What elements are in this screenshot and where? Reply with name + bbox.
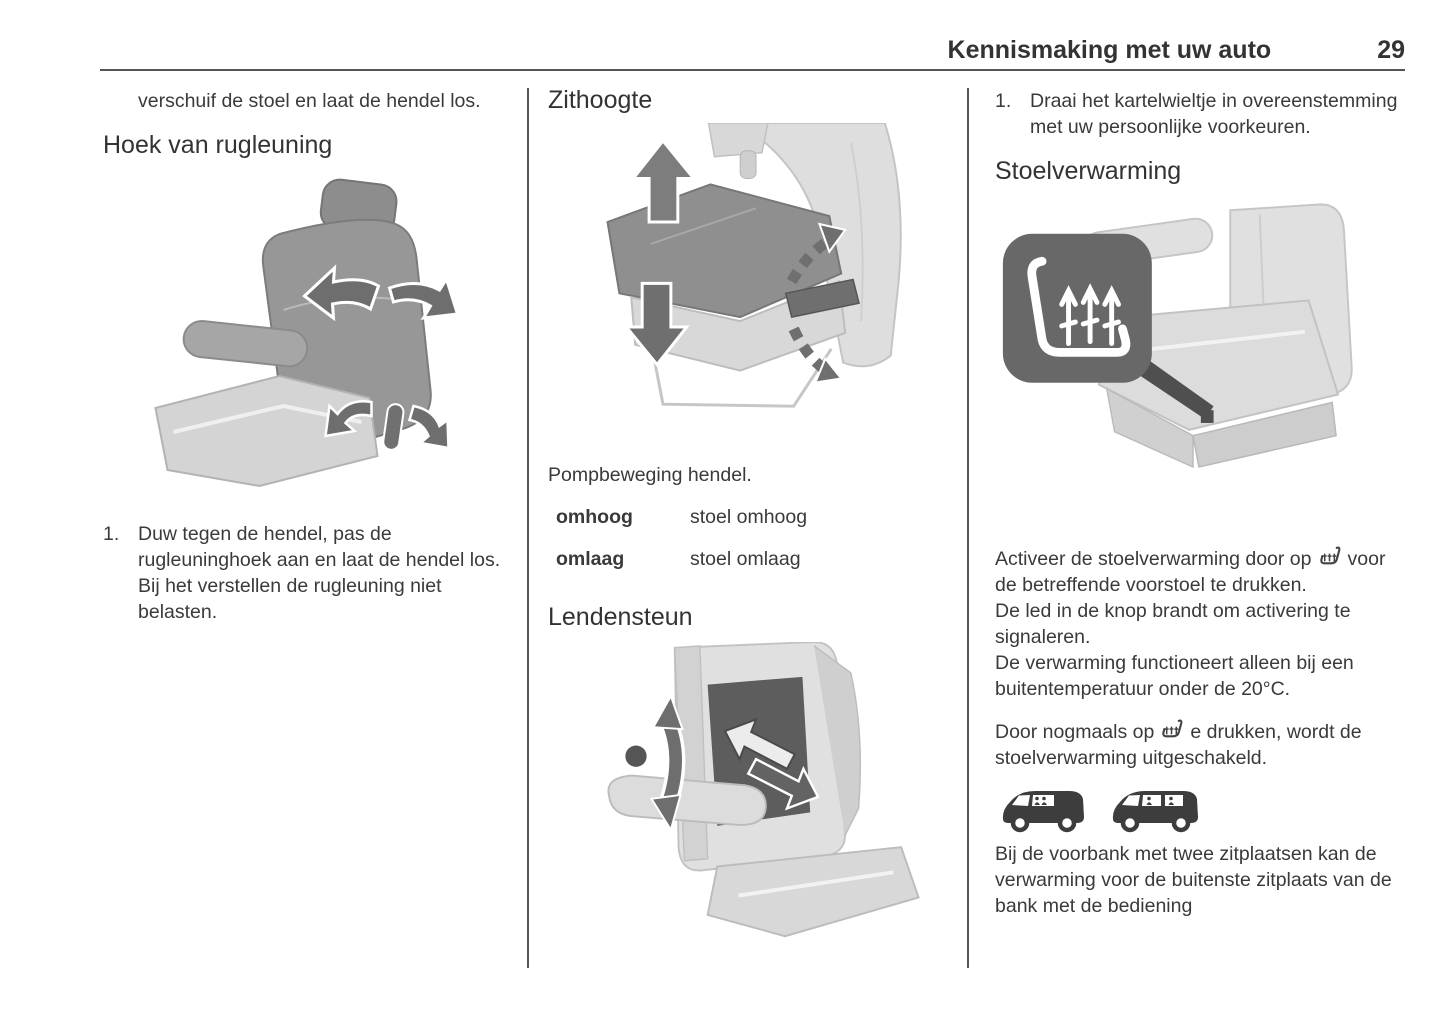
toggle-text-after-icon: e drukken, wordt de stoelverwarming uitgeschakeld.	[995, 721, 1362, 769]
figure-seat-heating	[997, 202, 1409, 499]
arrow-lever-right-icon	[410, 406, 449, 448]
seat-heating-icon	[1318, 545, 1342, 570]
heating-text-before-icon: Activeer de stoelverwarming door op	[995, 548, 1312, 570]
section-heading-backrest-angle: Hoek van rugleuning	[103, 131, 333, 159]
seat-recline-illustration	[131, 168, 476, 498]
section-heading-seat-height: Zithoogte	[548, 86, 653, 114]
seat-heating-badge	[1003, 234, 1152, 383]
column-separator-2	[967, 88, 969, 968]
section-heading-lumbar: Lendensteun	[548, 603, 693, 631]
step-text: Draai het kartelwieltje in overeenstemming met uw persoonlijke voorkeuren.	[1030, 90, 1398, 138]
seat-heating-icon	[1160, 718, 1184, 743]
section-heading-seat-heating: Stoelverwarming	[995, 157, 1182, 185]
pump-direction-table	[556, 504, 954, 572]
chapter-title: Kennismaking met uw auto	[947, 36, 1272, 64]
page-number: 29	[1377, 36, 1405, 64]
vehicle-variant-icons	[997, 781, 1409, 833]
page-header	[100, 36, 1405, 65]
column-right	[995, 88, 1409, 919]
column-separator-1	[527, 88, 529, 968]
lumbar-knob	[625, 746, 646, 767]
table-row	[556, 546, 954, 572]
table-row	[556, 504, 954, 530]
seat-lumbar-illustration	[576, 642, 936, 942]
instruction-step	[995, 88, 1409, 140]
column-middle	[548, 85, 954, 949]
step-number: 1.	[103, 523, 120, 545]
figure-seat-height	[590, 123, 954, 432]
figure-lumbar-support	[576, 642, 954, 949]
heating-led-text: De led in de knop brandt om activering te signaleren.	[995, 600, 1351, 648]
pump-term: omhoog	[556, 506, 633, 528]
heating-toggle-paragraph	[995, 718, 1409, 771]
pump-description: stoel omlaag	[690, 548, 801, 570]
figure-backrest-recline	[131, 168, 515, 505]
header-rule	[100, 69, 1405, 71]
toggle-text-before-icon: Door nogmaals op	[995, 721, 1155, 743]
column-left	[103, 88, 515, 625]
pump-description: stoel omhoog	[690, 506, 808, 528]
pump-caption: Pompbeweging hendel.	[548, 464, 752, 486]
instruction-step	[103, 521, 515, 625]
step-number: 1.	[995, 90, 1012, 112]
passenger-van-icon	[1107, 783, 1203, 833]
pump-term: omlaag	[556, 548, 625, 570]
bench-paragraph: Bij de voorbank met twee zitplaatsen kan de verwarming voor de buitenste zitplaats van de bank met de bediening	[995, 843, 1392, 917]
heating-paragraph	[995, 545, 1409, 702]
seat-height-illustration	[590, 123, 930, 425]
continuation-paragraph: verschuif de stoel en laat de hendel los.	[138, 90, 481, 112]
cargo-van-icon	[997, 783, 1089, 833]
step-text: Duw tegen de hendel, pas de rugleuninghoek aan en laat de hendel los. Bij het verstellen de rugleuning niet belasten.	[138, 523, 501, 623]
heating-temperature-text: De verwarming functioneert alleen bij een buitentemperatuur onder de 20°C.	[995, 652, 1354, 700]
heating-text-after-icon: voor de betreffende voorstoel te drukken.	[995, 548, 1386, 596]
seat-heating-illustration	[997, 202, 1389, 492]
